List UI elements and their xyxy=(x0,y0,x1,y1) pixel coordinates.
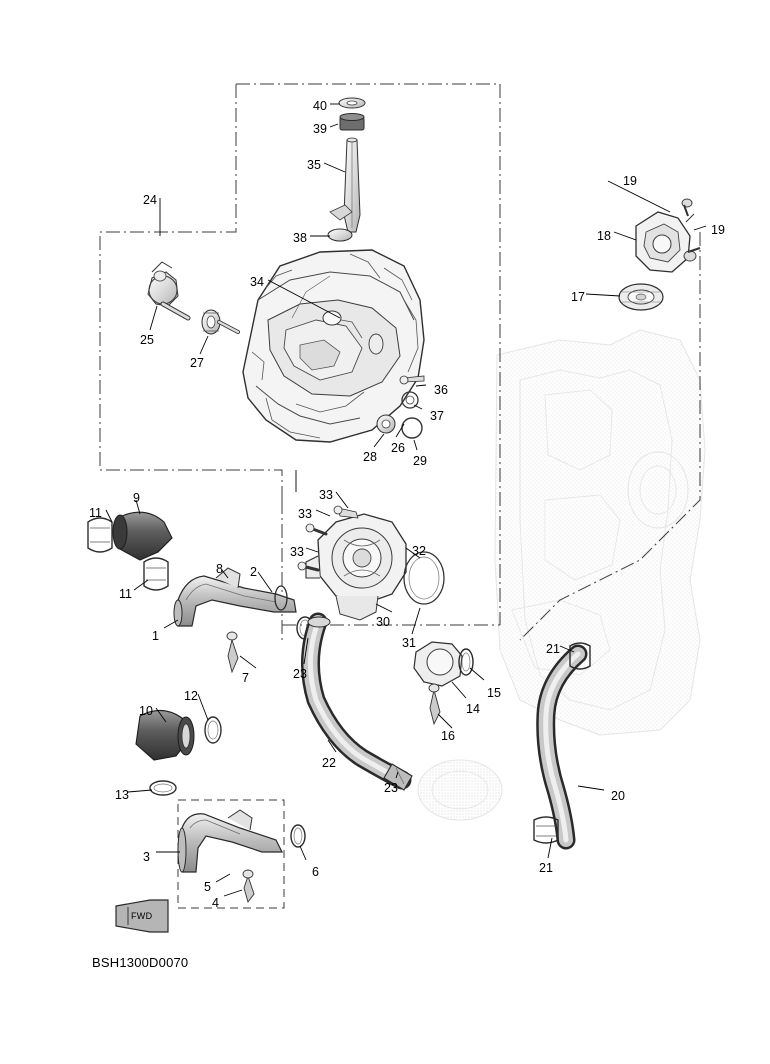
crankcase-housing xyxy=(243,250,424,442)
callout-19-upper: 19 xyxy=(623,174,637,188)
callout-21-upper: 21 xyxy=(546,642,560,656)
coolant-pump-shaft-group xyxy=(328,98,365,241)
callout-8: 8 xyxy=(216,562,223,576)
callout-36: 36 xyxy=(434,383,448,397)
fwd-arrow-label: FWD xyxy=(131,911,153,921)
callout-21-lower: 21 xyxy=(539,861,553,875)
coolant-pipe-upper xyxy=(174,565,313,672)
callout-38: 38 xyxy=(293,231,307,245)
callout-33-a: 33 xyxy=(319,488,333,502)
callout-2: 2 xyxy=(250,565,257,579)
callout-11-b: 11 xyxy=(119,587,132,601)
callout-24: 24 xyxy=(143,193,157,207)
callout-20: 20 xyxy=(611,789,625,803)
callout-13: 13 xyxy=(115,788,129,802)
coolant-pipe-lower xyxy=(178,810,305,902)
callout-31: 31 xyxy=(402,636,416,650)
callout-23-a: 23 xyxy=(293,667,307,681)
callout-29: 29 xyxy=(413,454,427,468)
callout-33-b: 33 xyxy=(298,507,312,521)
callout-25: 25 xyxy=(140,333,154,347)
left-hoses-group xyxy=(88,512,221,795)
callout-26: 26 xyxy=(391,441,405,455)
callout-10: 10 xyxy=(139,704,153,718)
callout-6: 6 xyxy=(312,865,319,879)
callout-30: 30 xyxy=(376,615,390,629)
callout-14: 14 xyxy=(466,702,480,716)
thermostat-housing-group xyxy=(619,199,700,310)
callout-19-lower: 19 xyxy=(711,223,725,237)
callout-9: 9 xyxy=(133,491,140,505)
callout-7: 7 xyxy=(242,671,249,685)
part-code-label: BSH1300D0070 xyxy=(92,955,189,970)
callout-15: 15 xyxy=(487,686,501,700)
callout-33-c: 33 xyxy=(290,545,304,559)
water-pump-assembly xyxy=(298,506,444,620)
callout-35: 35 xyxy=(307,158,321,172)
callout-23-b: 23 xyxy=(384,781,398,795)
callout-18: 18 xyxy=(597,229,611,243)
callout-12: 12 xyxy=(184,689,198,703)
callout-16: 16 xyxy=(441,729,455,743)
callout-17: 17 xyxy=(571,290,585,304)
ghost-engine-background xyxy=(418,330,705,820)
callout-11-a: 11 xyxy=(89,506,102,520)
callout-37: 37 xyxy=(430,409,444,423)
callout-28: 28 xyxy=(363,450,377,464)
callout-34: 34 xyxy=(250,275,264,289)
callout-39: 39 xyxy=(313,122,327,136)
callout-5: 5 xyxy=(204,880,211,894)
water-outlet-union xyxy=(414,642,473,724)
callout-32: 32 xyxy=(412,544,426,558)
callout-40: 40 xyxy=(313,99,327,113)
callout-1: 1 xyxy=(152,629,159,643)
callout-27: 27 xyxy=(190,356,204,370)
callout-22: 22 xyxy=(322,756,336,770)
callout-3: 3 xyxy=(143,850,150,864)
impeller-shaft-assembly xyxy=(148,262,238,334)
callout-4: 4 xyxy=(212,896,219,910)
